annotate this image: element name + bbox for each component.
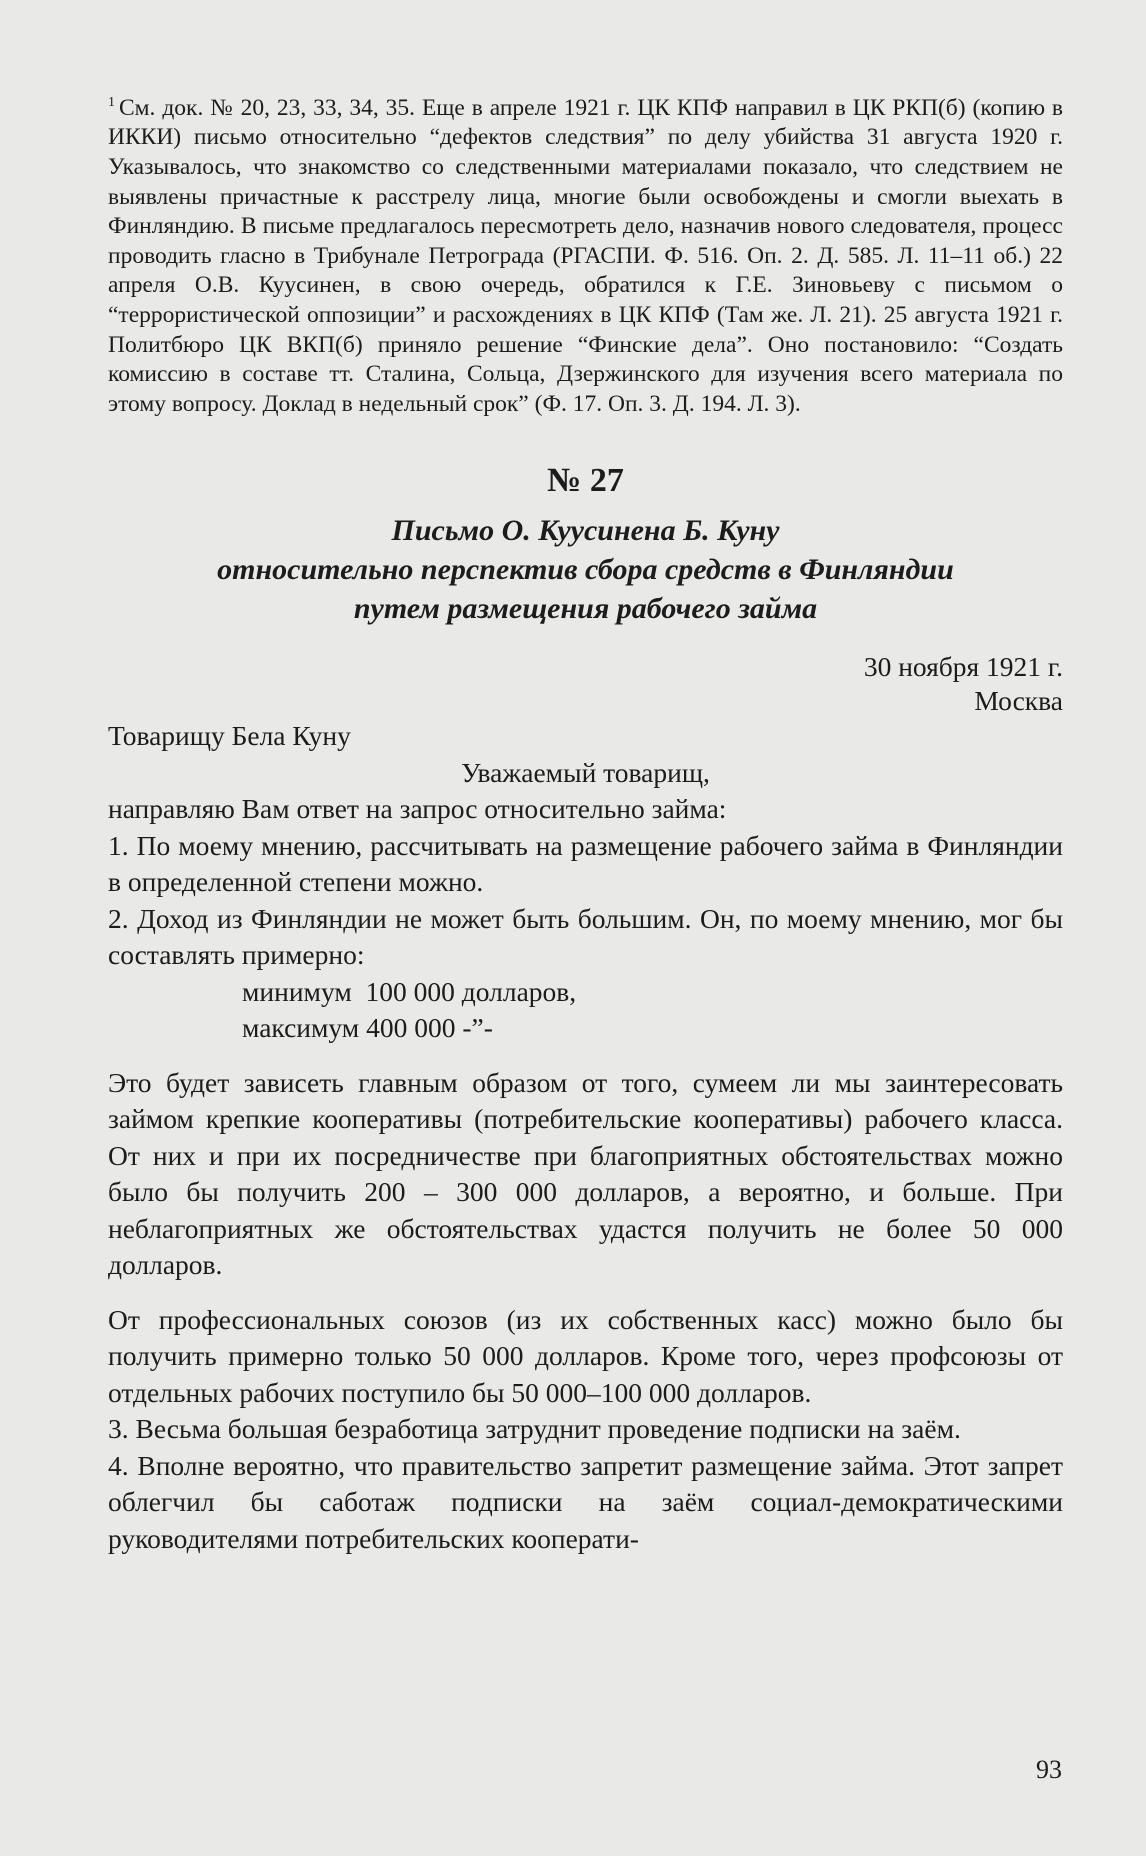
page-content xyxy=(108,88,1063,1557)
paragraph-1: 1. По моему мнению, рассчитывать на размещение рабочего займа в Финляндии в определенной степени можно. xyxy=(108,829,1063,898)
amount-minimum: минимум 100 000 долларов, xyxy=(242,975,577,1007)
document-title xyxy=(108,511,1063,628)
paragraph-6: 4. Вполне вероятно, что правительство запретит размещение займа. Этот запрет облегчил бы саботаж подписки на заём социал-демократическими руководителями потребительских кооперати- xyxy=(108,1449,1063,1554)
paragraph-2: 2. Доход из Финляндии не может быть большим. Он, по моему мнению, мог бы составлять примерно: xyxy=(108,902,1063,971)
footnote xyxy=(108,88,1063,419)
paragraph-4: От профессиональных союзов (из их собственных касс) можно было бы получить примерно только 50 000 долларов. Кроме того, через профсоюзы от отдельных рабочих поступило бы 50 000–100 000 долларов. xyxy=(108,1303,1063,1408)
amount-maximum: максимум 400 000 -”- xyxy=(242,1012,493,1044)
paragraph-intro: направляю Вам ответ на запрос относительно займа: xyxy=(108,793,727,825)
document-title-line-1: Письмо О. Куусинена Б. Куну xyxy=(391,514,780,548)
page-number: 93 xyxy=(1036,1755,1062,1784)
document-title-line-3: путем размещения рабочего займа xyxy=(353,592,818,626)
document-place: Москва xyxy=(974,685,1063,717)
document-title-line-2: относительно перспектив сбора средств в Финляндии xyxy=(217,553,954,587)
document-date: 30 ноября 1921 г. xyxy=(863,651,1063,683)
footnote-text: См. док. № 20, 23, 33, 34, 35. Еще в апреле 1921 г. ЦК КПФ направил в ЦК РКП(б) (копию в ИККИ) письмо относительно “дефектов следствия” по делу убийства 31 августа 1920 г. Указывалось, что знакомство со следственными материалами показало, что следствием не выявлены причастные к расстрелу лица, многие были освобождены и смогли выехать в Финляндию. В письме предлагалось пересмотреть дело, назначив нового следователя, процесс проводить гласно в Трибунале Петрограда (РГАСПИ. Ф. 516. Оп. 2. Д. 585. Л. 11–11 об.) 22 апреля О.В. Куусинен, в свою очередь, обратился к Г.Е. Зиновьеву с письмом о “террористической оппозиции” и расхождениях в ЦК КПФ (Там же. Л. 21). 25 августа 1921 г. Политбюро ЦК ВКП(б) приняло решение “Финские дела”. Оно постановило: “Создать комиссию в составе тт. Сталина, Сольца, Дзержинского для изучения всего материала по этому вопросу. Доклад в недельный срок” (Ф. 17. Оп. 3. Д. 194. Л. 3). xyxy=(108,94,1063,417)
paragraph-5: 3. Весьма большая безработица затруднит проведение подписки на заём. xyxy=(108,1413,961,1445)
greeting: Уважаемый товарищ, xyxy=(461,756,710,788)
paragraph-3: Это будет зависеть главным образом от того, сумеем ли мы заинтересовать займом крепкие кооперативы (потребительские кооперативы) рабочего класса. От них и при их посредничестве при благоприятных обстоятельствах можно было бы получить 200 – 300 000 долларов, а вероятно, и больше. При неблагоприятных же обстоятельствах удастся получить не более 50 000 долларов. xyxy=(108,1066,1063,1281)
footnote-marker: 1 xyxy=(108,95,115,110)
addressee: Товарищу Бела Куну xyxy=(108,720,351,752)
document-number: № 27 xyxy=(547,462,624,500)
